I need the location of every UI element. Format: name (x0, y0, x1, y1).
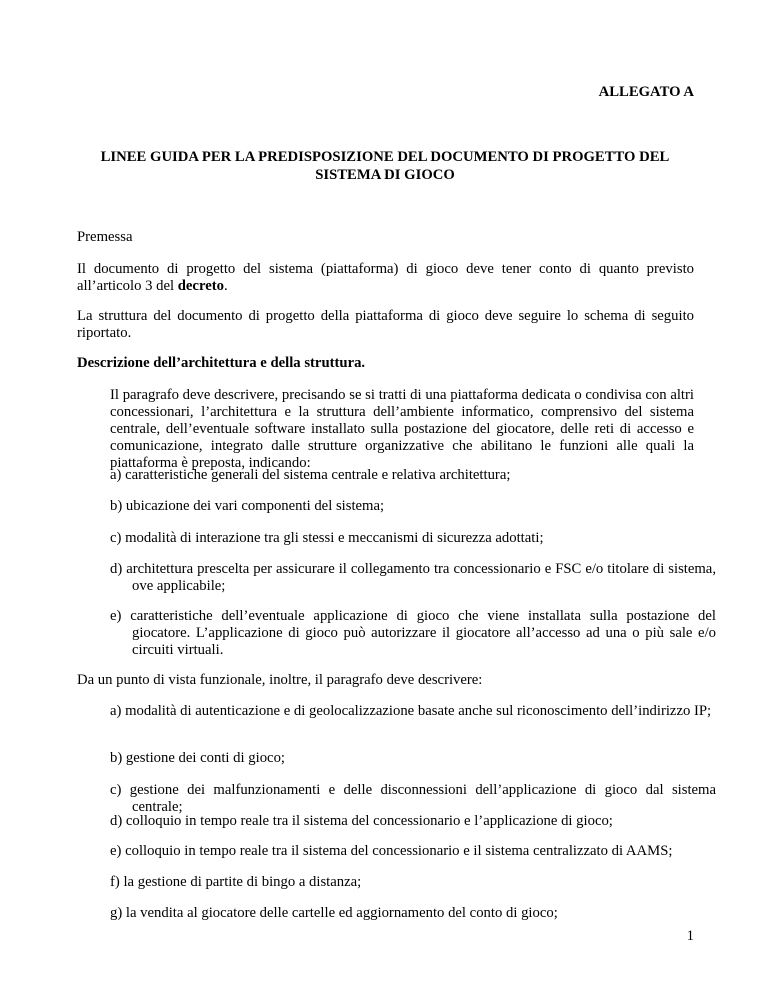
list-item: b) ubicazione dei vari componenti del sistema; (110, 498, 385, 514)
section-heading: Descrizione dell’architettura e della struttura. (77, 355, 366, 371)
premessa-label: Premessa (77, 229, 133, 245)
decreto-reference: decreto (177, 278, 224, 294)
section-paragraph: Il paragrafo deve descrivere, precisando se si tratti di una piattaforma dedicata o condivisa con altri concessionari, l’architettura e la struttura dell’ambiente informatico, comprensivo del sistema centrale, dell’eventuale software installato sulla postazione del giocatore, delle reti di accesso e comunicazione, integrato dalle strutture organizzative che abilitano le funzioni alle quali la piattaforma è preposta, indicando: (110, 387, 694, 471)
document-title (80, 148, 690, 184)
intro-paragraph-1 (77, 261, 694, 295)
intro-paragraph-2: La struttura del documento di progetto della piattaforma di gioco deve seguire lo schema di seguito riportato. (77, 308, 694, 341)
list-item: a) caratteristiche generali del sistema centrale e relativa architettura; (110, 467, 511, 483)
functional-intro: Da un punto di vista funzionale, inoltre, il paragrafo deve descrivere: (77, 672, 483, 688)
list-item: c) modalità di interazione tra gli stessi e meccanismi di sicurezza adottati; (110, 530, 544, 546)
list-item: a) modalità di autenticazione e di geolocalizzazione basate anche sul riconoscimento dell’indirizzo IP; (110, 703, 712, 719)
title-line-1: LINEE GUIDA PER LA PREDISPOSIZIONE DEL DOCUMENTO DI PROGETTO DEL (100, 149, 670, 165)
list-item: d) colloquio in tempo reale tra il sistema del concessionario e l’applicazione di gioco; (110, 813, 613, 829)
list-item: e) colloquio in tempo reale tra il sistema del concessionario e il sistema centralizzato di AAMS; (110, 843, 673, 859)
list-item: d) architettura prescelta per assicurare il collegamento tra concessionario e FSC e/o titolare di sistema, ove applicabile; (110, 561, 716, 594)
list-item: e) caratteristiche dell’eventuale applicazione di gioco che viene installata sulla postazione del giocatore. L’applicazione di gioco può autorizzare il giocatore all’accesso ad una o più sale e/o circuiti virtuali. (110, 608, 716, 658)
list-item: g) la vendita al giocatore delle cartelle ed aggiornamento del conto di gioco; (110, 905, 558, 921)
annex-label: ALLEGATO A (598, 84, 694, 100)
intro-p1-text: Il documento di progetto del sistema (piattaforma) di gioco deve tener conto di quanto previsto all’articolo 3 del (77, 261, 694, 294)
list-item: b) gestione dei conti di gioco; (110, 750, 285, 766)
list-item: c) gestione dei malfunzionamenti e delle disconnessioni dell’applicazione di gioco dal sistema centrale; (110, 782, 716, 815)
intro-p1-end: . (223, 278, 228, 294)
list-item: f) la gestione di partite di bingo a distanza; (110, 874, 362, 890)
page-number: 1 (686, 928, 694, 944)
title-line-2: SISTEMA DI GIOCO (315, 167, 455, 183)
